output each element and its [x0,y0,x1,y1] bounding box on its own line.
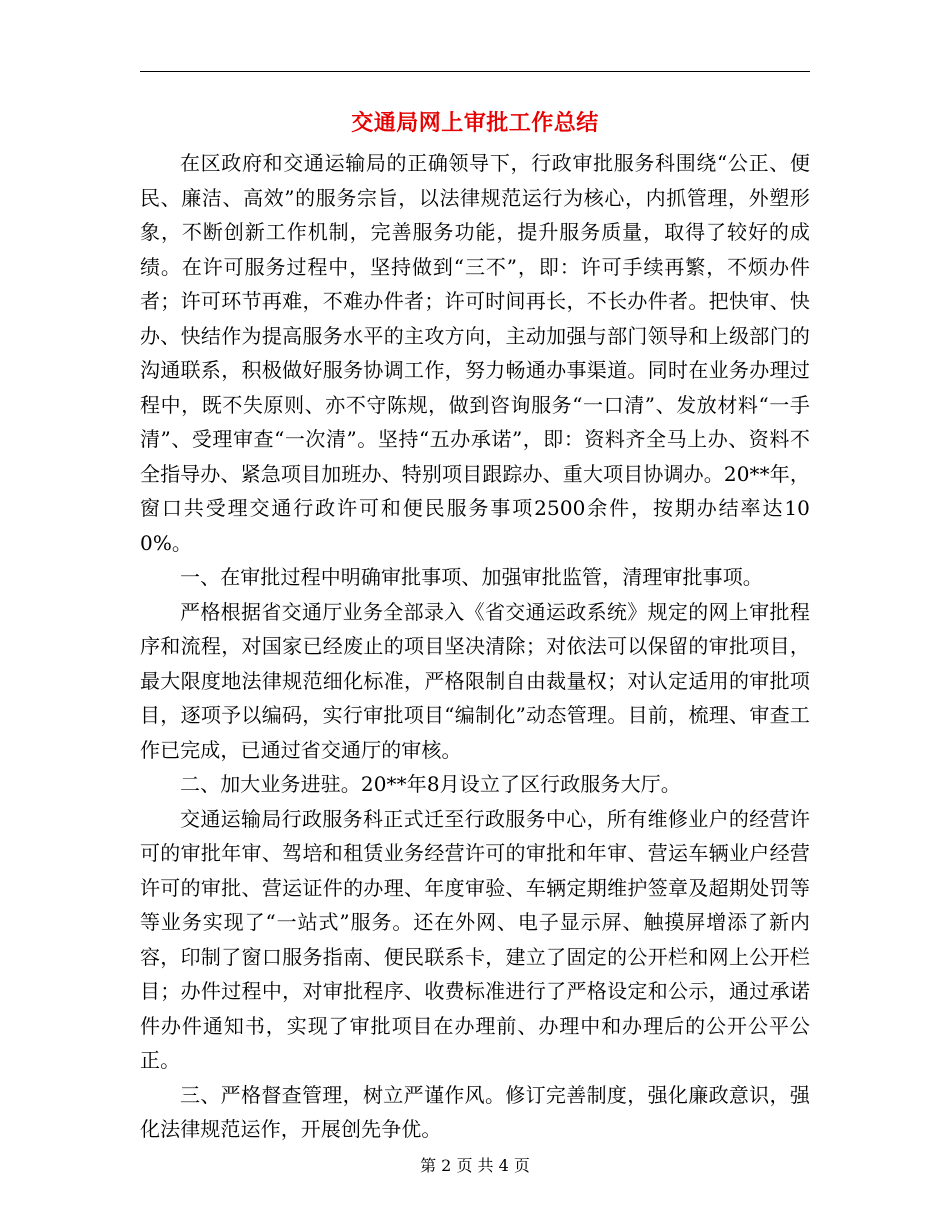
paragraph-section-3: 三、严格督查管理，树立严谨作风。修订完善制度，强化廉政意识，强化法律规范运作，开展创先争优。 [140,1082,810,1141]
document-body [140,146,810,1147]
paragraph-section-2-heading: 二、加大业务进驻。20**年8月设立了区行政服务大厅。 [180,772,681,796]
paragraph-section-1-body: 严格根据省交通厅业务全部录入《省交通运政系统》规定的网上审批程序和流程，对国家已经废止的项目坚决清除；对依法可以保留的审批项目，最大限度地法律规范细化标准，严格限制自由裁量权；对认定适用的审批项目，逐项予以编码，实行审批项目“编制化”动态管理。目前，梳理、审查工作已完成，已通过省交通厅的审核。 [140,599,810,762]
paragraph-intro: 在区政府和交通运输局的正确领导下，行政审批服务科围绕“公正、便民、廉洁、高效”的服务宗旨，以法律规范运行为核心，内抓管理，外塑形象，不断创新工作机制，完善服务功能，提升服务质量，取得了较好的成绩。在许可服务过程中，坚持做到“三不”，即：许可手续再繁，不烦办件者；许可环节再难，不难办件者；许可时间再长，不长办件者。把快审、快办、快结作为提高服务水平的主攻方向，主动加强与部门领导和上级部门的沟通联系，积极做好服务协调工作，努力畅通办事渠道。同时在业务办理过程中，既不失原则、亦不守陈规，做到咨询服务“一口清”、发放材料“一手清”、受理审查“一次清”。坚持“五办承诺”，即：资料齐全马上办、资料不全指导办、紧急项目加班办、特别项目跟踪办、重大项目协调办。20**年，窗口共受理交通行政许可和便民服务事项2500余件，按期办结率达100%。 [140,151,810,555]
document-title: 交通局网上审批工作总结 [351,111,599,136]
header-rule [140,71,810,72]
paragraph-section-1-heading: 一、在审批过程中明确审批事项、加强审批监管，清理审批事项。 [180,565,763,589]
page-footer: 第 2 页 共 4 页 [420,1156,530,1175]
paragraph-section-2-body: 交通运输局行政服务科正式迁至行政服务中心，所有维修业户的经营许可的审批年审、驾培和租赁业务经营许可的审批和年审、营运车辆业户经营许可的审批、营运证件的办理、年度审验、车辆定期维护签章及超期处罚等等业务实现了“一站式”服务。还在外网、电子显示屏、触摸屏增添了新内容，印制了窗口服务指南、便民联系卡，建立了固定的公开栏和网上公开栏目；办件过程中，对审批程序、收费标准进行了严格设定和公示，通过承诺件办件通知书，实现了审批项目在办理前、办理中和办理后的公开公平公正。 [140,806,810,1072]
